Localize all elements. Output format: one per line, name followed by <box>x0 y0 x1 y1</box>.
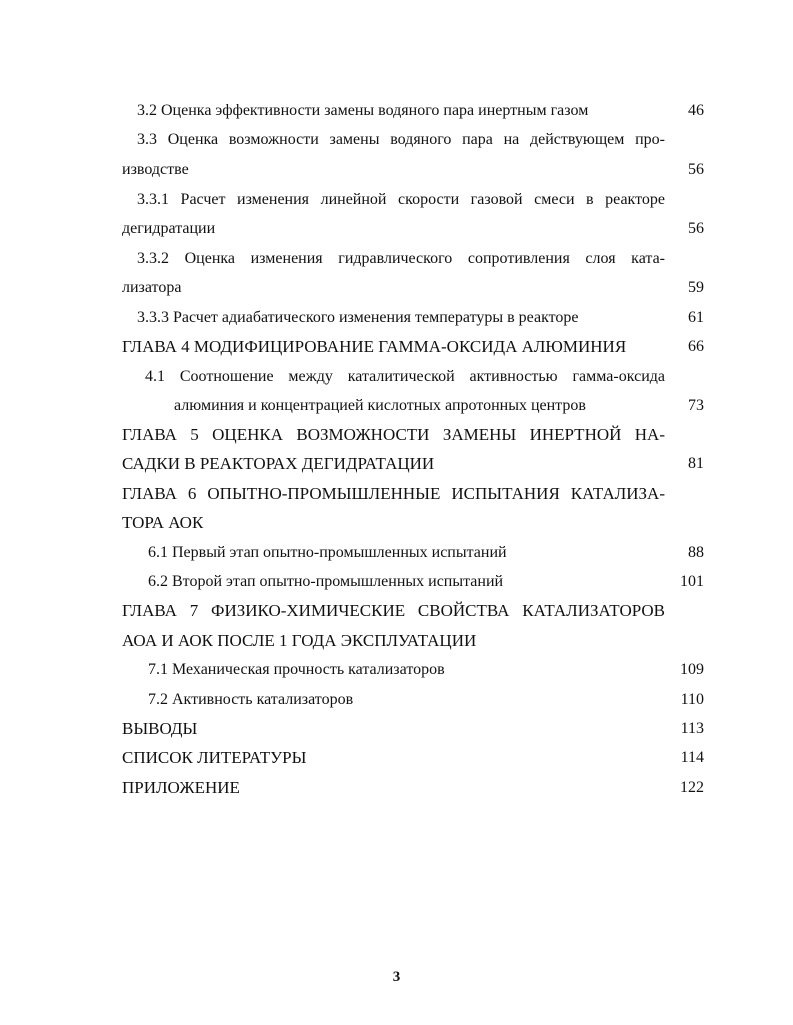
toc-entry-3-3-title-line2: изводстве <box>122 161 189 178</box>
toc-conclusions-page: 113 <box>680 720 704 737</box>
toc-entry-7-2-page: 110 <box>680 691 704 708</box>
toc-entry-7-1-page: 109 <box>680 661 704 678</box>
toc-appendix-title: ПРИЛОЖЕНИЕ <box>122 778 240 797</box>
toc-chapter-7-title-line1: ГЛАВА 7 ФИЗИКО-ХИМИЧЕСКИЕ СВОЙСТВА КАТАЛИЗАТОРОВ <box>122 601 665 620</box>
toc-references-title: СПИСОК ЛИТЕРАТУРЫ <box>122 748 307 767</box>
toc-entry-4-1-title-line2: алюминия и концентрацией кислотных апротонных центров <box>174 397 586 414</box>
toc-chapter-4-title: ГЛАВА 4 МОДИФИЦИРОВАНИЕ ГАММА-ОКСИДА АЛЮМИНИЯ <box>122 337 627 356</box>
toc-entry-6-2-page: 101 <box>680 573 704 590</box>
toc-entry-3-3-title-line1: 3.3 Оценка возможности замены водяного пара на действующем про- <box>137 131 665 148</box>
toc-entry-4-1-page: 73 <box>688 397 704 414</box>
toc-conclusions-title: ВЫВОДЫ <box>122 719 198 738</box>
toc-references-page: 114 <box>680 749 704 766</box>
toc-chapter-4-page: 66 <box>688 338 704 355</box>
toc-entry-6-1-title: 6.1 Первый этап опытно-промышленных испытаний <box>148 544 507 561</box>
toc-chapter-6-title-line2: ТОРА АОК <box>122 513 204 532</box>
toc-chapter-6-title-line1: ГЛАВА 6 ОПЫТНО-ПРОМЫШЛЕННЫЕ ИСПЫТАНИЯ КАТАЛИЗА- <box>122 484 665 503</box>
toc-entry-6-2-title: 6.2 Второй этап опытно-промышленных испытаний <box>148 573 504 590</box>
toc-entry-3-3-2-title-line2: лизатора <box>122 279 182 296</box>
toc-entry-3-3-3-page: 61 <box>688 309 704 326</box>
toc-entry-3-3-2-page: 59 <box>688 279 704 296</box>
page-number: 3 <box>392 969 401 985</box>
toc-entry-3-2-title: 3.2 Оценка эффективности замены водяного пара инертным газом <box>137 102 589 119</box>
toc-entry-6-1-page: 88 <box>688 544 704 561</box>
toc-entry-3-2-page: 46 <box>688 102 704 119</box>
toc-chapter-5-title-line1: ГЛАВА 5 ОЦЕНКА ВОЗМОЖНОСТИ ЗАМЕНЫ ИНЕРТНОЙ НА- <box>122 425 665 444</box>
toc-entry-7-1-title: 7.1 Механическая прочность катализаторов <box>148 661 445 678</box>
toc-entry-3-3-1-title-line2: дегидратации <box>122 220 216 237</box>
toc-entry-3-3-page: 56 <box>688 161 704 178</box>
toc-entry-3-3-1-page: 56 <box>688 220 704 237</box>
toc-entry-3-3-1-title-line1: 3.3.1 Расчет изменения линейной скорости газовой смеси в реакторе <box>137 191 665 208</box>
toc-chapter-5-title-line2: САДКИ В РЕАКТОРАХ ДЕГИДРАТАЦИИ <box>122 454 435 473</box>
toc-entry-7-2-title: 7.2 Активность катализаторов <box>148 691 354 708</box>
toc-chapter-5-page: 81 <box>688 455 704 472</box>
toc-entry-3-3-2-title-line1: 3.3.2 Оценка изменения гидравлического сопротивления слоя ката- <box>137 250 665 267</box>
toc-appendix-page: 122 <box>680 779 704 796</box>
toc-chapter-7-title-line2: АОА И АОК ПОСЛЕ 1 ГОДА ЭКСПЛУАТАЦИИ <box>122 631 477 650</box>
toc-entry-3-3-3-title: 3.3.3 Расчет адиабатического изменения температуры в реакторе <box>137 309 579 326</box>
toc-entry-4-1-title-line1: 4.1 Соотношение между каталитической активностью гамма-оксида <box>145 368 665 385</box>
